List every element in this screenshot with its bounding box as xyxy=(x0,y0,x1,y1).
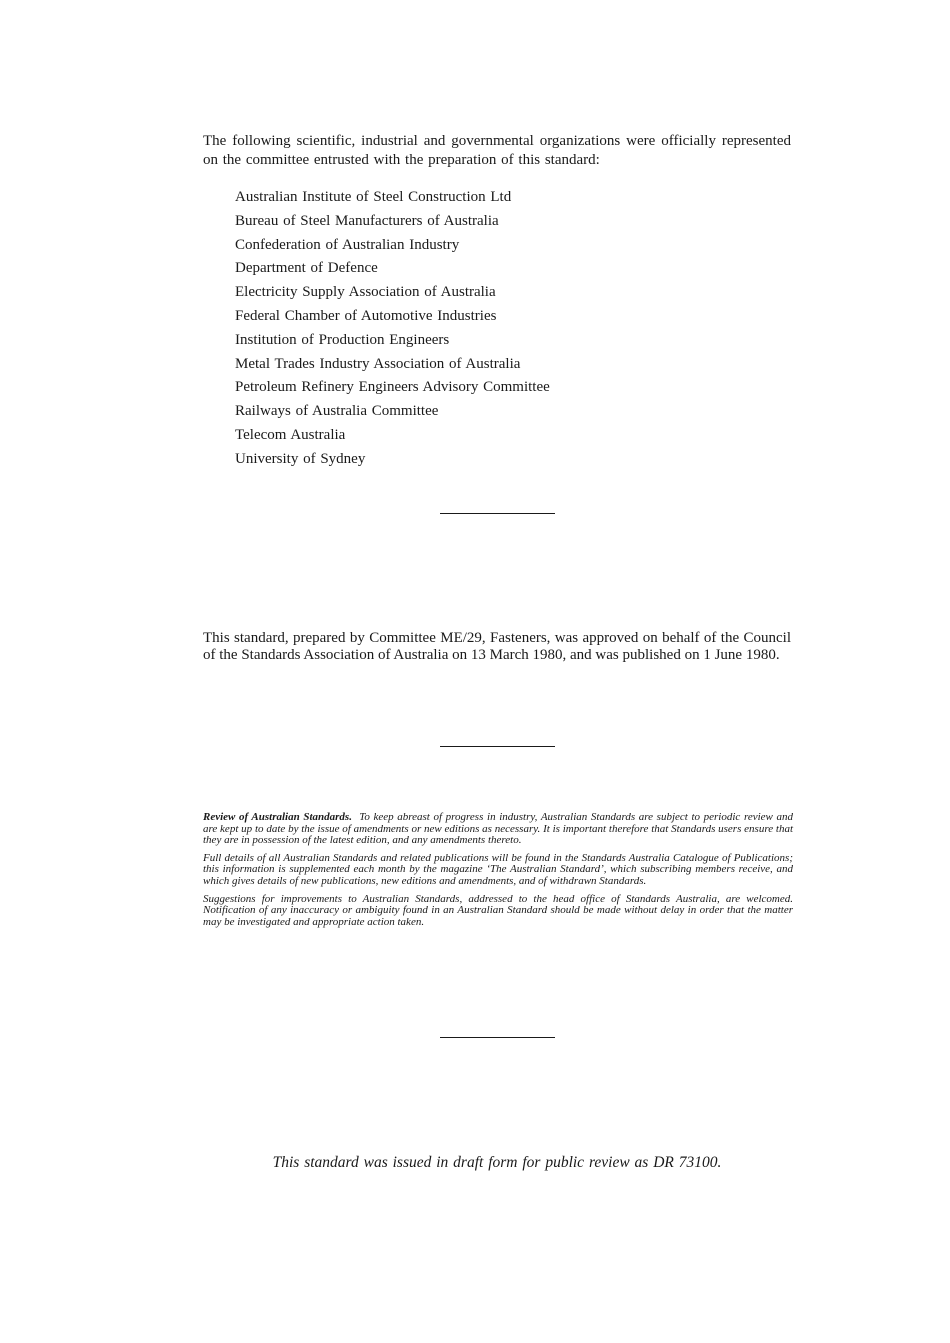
organization-item: Petroleum Refinery Engineers Advisory Committee xyxy=(235,379,550,396)
organization-item: Metal Trades Industry Association of Australia xyxy=(235,355,521,372)
section-divider xyxy=(440,1037,555,1038)
review-text: To keep abreast of progress in industry, Australian Standards are subject to periodic review and are kept up to date by the issue of amendments or new editions as necessary. It is important therefore that Standards users ensure that they are in possession of the latest edition, and any amendments thereto. xyxy=(203,811,793,847)
organization-item: Confederation of Australian Industry xyxy=(235,236,460,253)
organization-list xyxy=(235,186,755,472)
organization-item: Australian Institute of Steel Construction Ltd xyxy=(235,189,512,205)
committee-intro: The following scientific, industrial and governmental organizations were officially represented on the committee entrusted with the preparation of this standard: xyxy=(203,133,791,168)
review-paragraph xyxy=(203,812,793,847)
section-divider xyxy=(440,746,555,747)
draft-note: This standard was issued in draft form for public review as DR 73100. xyxy=(272,1154,722,1171)
review-paragraph: Suggestions for improvements to Australian Standards, addressed to the head office of Standards Australia, are welcomed. Notification of any inaccuracy or ambiguity found in an Australian Standard should be made without delay in order that the matter may be investigated and appropriate action taken. xyxy=(203,892,793,928)
review-heading: Review of Australian Standards. xyxy=(203,811,352,823)
organization-item: Department of Defence xyxy=(235,260,378,277)
organization-item: Electricity Supply Association of Australia xyxy=(235,284,496,301)
review-paragraph: Full details of all Australian Standards and related publications will be found in the Standards Australia Catalogue of Publications; this information is supplemented each month by the magazine ‘The Australian Standard’, which subscribing members receive, and which gives details of new publications, new editions and amendments, and of withdrawn Standards. xyxy=(203,851,793,887)
organization-item: Railways of Australia Committee xyxy=(235,403,439,420)
section-divider xyxy=(440,513,555,514)
review-notice xyxy=(203,812,793,934)
organization-item: Telecom Australia xyxy=(235,426,346,443)
organization-item: University of Sydney xyxy=(235,450,366,467)
organization-item: Federal Chamber of Automotive Industries xyxy=(235,307,497,324)
organization-item: Bureau of Steel Manufacturers of Australia xyxy=(235,212,499,229)
approval-statement: This standard, prepared by Committee ME/29, Fasteners, was approved on behalf of the Council of the Standards Association of Australia on 13 March 1980, and was published on 1 June 1980. xyxy=(203,630,791,663)
organization-item: Institution of Production Engineers xyxy=(235,331,450,348)
